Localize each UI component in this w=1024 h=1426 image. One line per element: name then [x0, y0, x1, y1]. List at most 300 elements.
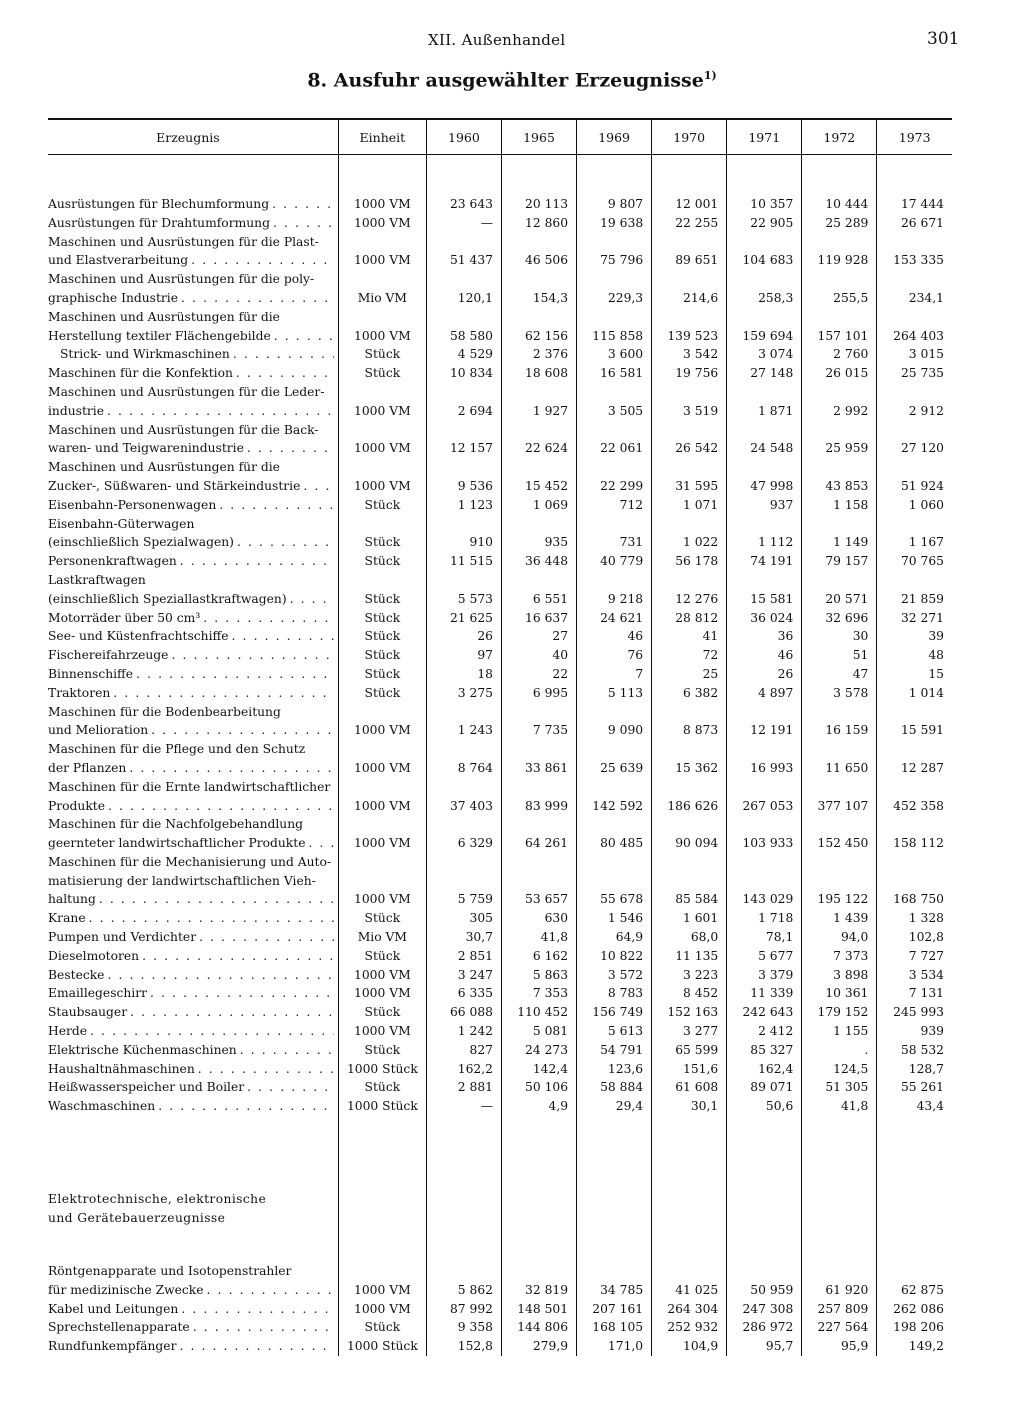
unit-cell: 1000 VM	[338, 1262, 426, 1300]
value-cell: 6 995	[501, 684, 576, 703]
product-name-cell	[48, 778, 338, 816]
value-cell: 258,3	[727, 270, 802, 308]
product-name-text: Eisenbahn-Personenwagen	[48, 497, 217, 512]
table-row	[48, 496, 952, 515]
value-cell: 9 807	[577, 195, 652, 214]
table-row	[48, 571, 952, 609]
product-name-text: Produkte	[48, 798, 106, 813]
product-name-text: graphische Industrie	[48, 290, 179, 305]
product-name-text: Herstellung textiler Flächengebilde	[48, 328, 271, 343]
spacer-cell	[877, 155, 952, 196]
table-title-text: 8. Ausfuhr ausgewählter Erzeugnisse	[307, 69, 704, 92]
unit-cell: Stück	[338, 947, 426, 966]
value-cell: 152 163	[652, 1003, 727, 1022]
product-name-text: Kabel und Leitungen	[48, 1301, 179, 1316]
spacer-cell	[652, 1186, 727, 1228]
product-name-line	[48, 928, 334, 947]
value-cell: 85 327	[727, 1041, 802, 1060]
value-cell: 4,9	[501, 1097, 576, 1116]
table-row	[48, 458, 952, 496]
leader-dots	[198, 1060, 334, 1079]
product-name-cell	[48, 421, 338, 459]
value-cell: 143 029	[727, 853, 802, 909]
product-name-text: Maschinen für die Nachfolgebehandlung	[48, 817, 304, 832]
leader-dots	[247, 1078, 334, 1097]
value-cell: 39	[877, 627, 952, 646]
product-name-text: haltung	[48, 892, 96, 907]
value-cell: 257 809	[802, 1300, 877, 1319]
product-name-text: Maschinen für die Mechanisierung und Auto-	[48, 854, 332, 869]
leader-dots	[240, 1041, 334, 1060]
value-cell: 234,1	[877, 270, 952, 308]
value-cell: 162,2	[426, 1060, 501, 1079]
product-name-text: Dieselmotoren	[48, 948, 140, 963]
value-cell: 1 149	[802, 515, 877, 553]
product-name-text: Maschinen für die Konfektion	[48, 366, 233, 381]
value-cell: 262 086	[877, 1300, 952, 1319]
unit-cell: 1000 VM	[338, 778, 426, 816]
value-cell: 152,8	[426, 1337, 501, 1356]
product-name-line	[48, 1022, 334, 1041]
product-name-cell	[48, 496, 338, 515]
product-name-text: Waschmaschinen	[48, 1099, 156, 1114]
value-cell: 1 158	[802, 496, 877, 515]
table-row	[48, 665, 952, 684]
leader-dots	[236, 364, 334, 383]
product-name-line	[48, 609, 334, 628]
value-cell: 83 999	[501, 778, 576, 816]
value-cell: 24 548	[727, 421, 802, 459]
product-name-line	[48, 759, 334, 778]
product-name-cell	[48, 270, 338, 308]
product-name-text: Elektrische Küchenmaschinen	[48, 1042, 237, 1057]
value-cell: 12 860	[501, 214, 576, 233]
value-cell: 1 071	[652, 496, 727, 515]
value-cell: 26	[727, 665, 802, 684]
value-cell: 3 572	[577, 966, 652, 985]
value-cell: 104,9	[652, 1337, 727, 1356]
unit-cell: Stück	[338, 571, 426, 609]
value-cell: 12 191	[727, 703, 802, 741]
value-cell: 152 450	[802, 815, 877, 853]
value-cell: 5 613	[577, 1022, 652, 1041]
value-cell: 31 595	[652, 458, 727, 496]
leader-dots	[142, 947, 334, 966]
value-cell: 2 912	[877, 383, 952, 421]
spacer-cell	[501, 1228, 576, 1262]
value-cell: 41,8	[501, 928, 576, 947]
table-row	[48, 740, 952, 778]
value-cell: 55 261	[877, 1078, 952, 1097]
product-name-text: Lastkraftwagen	[48, 572, 146, 587]
value-cell: 25 959	[802, 421, 877, 459]
product-name-line	[48, 533, 334, 552]
spacer-cell	[338, 155, 426, 196]
value-cell: 1 328	[877, 909, 952, 928]
spacer-cell	[501, 155, 576, 196]
product-name-line	[48, 778, 334, 797]
spacer-cell	[48, 155, 338, 196]
product-name-line	[48, 740, 334, 759]
section-heading-row	[48, 1186, 952, 1228]
value-cell: 9 536	[426, 458, 501, 496]
value-cell: 15 581	[727, 571, 802, 609]
value-cell: 6 329	[426, 815, 501, 853]
value-cell: 128,7	[877, 1060, 952, 1079]
leader-dots	[180, 552, 334, 571]
value-cell: 18	[426, 665, 501, 684]
value-cell: 28 812	[652, 609, 727, 628]
value-cell: 8 452	[652, 984, 727, 1003]
value-cell: 910	[426, 515, 501, 553]
value-cell: 80 485	[577, 815, 652, 853]
value-cell: 30	[802, 627, 877, 646]
value-cell: 227 564	[802, 1318, 877, 1337]
leader-dots	[113, 684, 334, 703]
value-cell: 6 162	[501, 947, 576, 966]
value-cell: 153 335	[877, 233, 952, 271]
value-cell: 1 022	[652, 515, 727, 553]
product-name-text: Herde	[48, 1024, 88, 1039]
table-title	[0, 69, 1024, 91]
leader-dots	[90, 1022, 334, 1041]
value-cell: 9 218	[577, 571, 652, 609]
value-cell: 32 271	[877, 609, 952, 628]
product-name-cell	[48, 646, 338, 665]
value-cell: 15 591	[877, 703, 952, 741]
product-name-text: Traktoren	[48, 685, 111, 700]
value-cell: 51 437	[426, 233, 501, 271]
value-cell: 89 071	[727, 1078, 802, 1097]
value-cell: 4 529	[426, 345, 501, 364]
column-header: Erzeugnis	[48, 119, 338, 155]
leader-dots	[274, 327, 334, 346]
value-cell: 1 112	[727, 515, 802, 553]
product-name-text: Röntgenapparate und Isotopenstrahler	[48, 1264, 292, 1279]
product-name-cell	[48, 1318, 338, 1337]
value-cell: 5 677	[727, 947, 802, 966]
table-row	[48, 1318, 952, 1337]
value-cell: 214,6	[652, 270, 727, 308]
product-name-text: (einschließlich Speziallastkraftwagen)	[48, 591, 287, 606]
value-cell: 104 683	[727, 233, 802, 271]
unit-cell: 1000 Stück	[338, 1337, 426, 1356]
value-cell: 102,8	[877, 928, 952, 947]
product-name-line	[48, 251, 334, 270]
value-cell: 7 727	[877, 947, 952, 966]
leader-dots	[151, 721, 334, 740]
product-name-text: Maschinen und Ausrüstungen für die Back-	[48, 422, 319, 437]
value-cell: 6 382	[652, 684, 727, 703]
value-cell: 3 898	[802, 966, 877, 985]
value-cell: 15	[877, 665, 952, 684]
value-cell: 10 361	[802, 984, 877, 1003]
leader-dots	[179, 1337, 333, 1356]
product-name-text: Ausrüstungen für Drahtumformung	[48, 215, 270, 230]
value-cell: 43,4	[877, 1097, 952, 1116]
value-cell: 3 578	[802, 684, 877, 703]
value-cell: 16 581	[577, 364, 652, 383]
unit-cell: 1000 VM	[338, 853, 426, 909]
value-cell: 2 992	[802, 383, 877, 421]
value-cell: 10 822	[577, 947, 652, 966]
value-cell: 630	[501, 909, 576, 928]
table-row	[48, 1097, 952, 1116]
leader-dots	[232, 627, 334, 646]
running-header	[0, 29, 1024, 53]
product-name-line	[48, 552, 334, 571]
product-name-line	[48, 1300, 334, 1319]
value-cell: 89 651	[652, 233, 727, 271]
unit-cell: 1000 VM	[338, 966, 426, 985]
value-cell: 935	[501, 515, 576, 553]
spacer-cell	[501, 1186, 576, 1228]
product-name-cell	[48, 703, 338, 741]
value-cell: 12 276	[652, 571, 727, 609]
product-name-cell	[48, 627, 338, 646]
product-name-cell	[48, 345, 338, 364]
value-cell: 4 897	[727, 684, 802, 703]
product-name-cell	[48, 383, 338, 421]
product-name-line	[48, 1003, 334, 1022]
value-cell: 50,6	[727, 1097, 802, 1116]
value-cell: 48	[877, 646, 952, 665]
column-header: 1971	[727, 119, 802, 155]
value-cell: 51 924	[877, 458, 952, 496]
value-cell: 64 261	[501, 815, 576, 853]
product-name-text: und Melioration	[48, 723, 149, 738]
product-name-cell	[48, 966, 338, 985]
value-cell: 22 255	[652, 214, 727, 233]
table-row	[48, 345, 952, 364]
product-name-text: Krane	[48, 911, 86, 926]
value-cell: 242 643	[727, 1003, 802, 1022]
value-cell: 46 506	[501, 233, 576, 271]
table-row	[48, 364, 952, 383]
value-cell: 3 505	[577, 383, 652, 421]
product-name-text: geernteter landwirtschaftlicher Produkte	[48, 836, 306, 851]
value-cell: 123,6	[577, 1060, 652, 1079]
value-cell: 18 608	[501, 364, 576, 383]
spacer-cell	[727, 155, 802, 196]
spacer-cell	[802, 155, 877, 196]
product-name-line	[48, 1097, 334, 1116]
spacer-cell	[48, 1228, 338, 1262]
value-cell: 142 592	[577, 778, 652, 816]
leader-dots	[191, 251, 334, 270]
product-name-line	[48, 571, 334, 590]
unit-cell: 1000 VM	[338, 1300, 426, 1319]
value-cell: 158 112	[877, 815, 952, 853]
product-name-text: Pumpen und Verdichter	[48, 930, 197, 945]
leader-dots	[273, 214, 334, 233]
value-cell: 15 452	[501, 458, 576, 496]
value-cell: 939	[877, 1022, 952, 1041]
spacer-cell	[338, 1116, 426, 1186]
value-cell: 55 678	[577, 853, 652, 909]
value-cell: 85 584	[652, 853, 727, 909]
spacer-cell	[802, 1116, 877, 1186]
value-cell: 148 501	[501, 1300, 576, 1319]
product-name-cell	[48, 740, 338, 778]
section-heading-line: Elektrotechnische, elektronische	[48, 1192, 267, 1207]
leader-dots	[136, 665, 334, 684]
column-header: Einheit	[338, 119, 426, 155]
column-header: 1970	[652, 119, 727, 155]
value-cell: 23 643	[426, 195, 501, 214]
unit-cell: 1000 VM	[338, 233, 426, 271]
value-cell: 40	[501, 646, 576, 665]
value-cell: 95,7	[727, 1337, 802, 1356]
leader-dots	[237, 533, 334, 552]
title-footnote-mark: 1)	[703, 69, 717, 82]
value-cell: 1 014	[877, 684, 952, 703]
spacer-cell	[501, 1116, 576, 1186]
spacer-cell	[577, 1228, 652, 1262]
product-name-line	[48, 402, 334, 421]
column-header: 1972	[802, 119, 877, 155]
product-name-line	[48, 1262, 334, 1281]
value-cell: 7 131	[877, 984, 952, 1003]
product-name-line	[48, 270, 334, 289]
unit-cell: 1000 VM	[338, 815, 426, 853]
value-cell: 7 735	[501, 703, 576, 741]
product-name-text: der Pflanzen	[48, 760, 127, 775]
value-cell: 168 105	[577, 1318, 652, 1337]
unit-cell: Stück	[338, 1041, 426, 1060]
value-cell: 1 155	[802, 1022, 877, 1041]
value-cell: 74 191	[727, 552, 802, 571]
table-row	[48, 815, 952, 853]
spacer-cell	[426, 1228, 501, 1262]
product-name-cell	[48, 665, 338, 684]
value-cell: 7 373	[802, 947, 877, 966]
product-name-line	[48, 815, 334, 834]
value-cell: 151,6	[652, 1060, 727, 1079]
value-cell: 207 161	[577, 1300, 652, 1319]
product-name-cell	[48, 815, 338, 853]
unit-cell: Stück	[338, 646, 426, 665]
value-cell: 124,5	[802, 1060, 877, 1079]
value-cell: 61 608	[652, 1078, 727, 1097]
value-cell: 731	[577, 515, 652, 553]
product-name-line	[48, 947, 334, 966]
value-cell: 3 275	[426, 684, 501, 703]
value-cell: 3 223	[652, 966, 727, 985]
value-cell: 11 135	[652, 947, 727, 966]
product-name-line	[48, 703, 334, 722]
value-cell: 267 053	[727, 778, 802, 816]
value-cell: 46	[727, 646, 802, 665]
value-cell: 75 796	[577, 233, 652, 271]
value-cell: 3 379	[727, 966, 802, 985]
value-cell: 11 650	[802, 740, 877, 778]
leader-dots	[107, 966, 333, 985]
product-name-text: (einschließlich Spezialwagen)	[48, 535, 234, 550]
value-cell: 41 025	[652, 1262, 727, 1300]
product-name-text: Bestecke	[48, 967, 105, 982]
unit-cell: 1000 VM	[338, 383, 426, 421]
product-name-text: industrie	[48, 403, 104, 418]
value-cell: 41,8	[802, 1097, 877, 1116]
value-cell: 40 779	[577, 552, 652, 571]
product-name-cell	[48, 308, 338, 346]
value-cell: 157 101	[802, 308, 877, 346]
unit-cell: Stück	[338, 364, 426, 383]
table-row	[48, 1337, 952, 1356]
spacer-cell	[426, 155, 501, 196]
leader-dots	[130, 1003, 334, 1022]
table-row	[48, 1060, 952, 1079]
value-cell: 25 735	[877, 364, 952, 383]
product-name-text: Maschinen für die Bodenbearbeitung	[48, 704, 281, 719]
product-name-text: See- und Küstenfrachtschiffe	[48, 629, 229, 644]
value-cell: 3 247	[426, 966, 501, 985]
value-cell: 1 060	[877, 496, 952, 515]
spacer-cell	[652, 155, 727, 196]
unit-cell: Mio VM	[338, 928, 426, 947]
value-cell: —	[426, 1097, 501, 1116]
product-name-line	[48, 458, 334, 477]
leader-dots	[107, 402, 334, 421]
unit-cell: 1000 VM	[338, 195, 426, 214]
spacer-cell	[338, 1228, 426, 1262]
value-cell: 1 718	[727, 909, 802, 928]
value-cell: 36 024	[727, 609, 802, 628]
unit-cell: Stück	[338, 515, 426, 553]
value-cell: 8 783	[577, 984, 652, 1003]
value-cell: 264 403	[877, 308, 952, 346]
product-name-cell	[48, 458, 338, 496]
table-row	[48, 853, 952, 909]
table-row	[48, 270, 952, 308]
value-cell: 2 694	[426, 383, 501, 421]
value-cell: 2 851	[426, 947, 501, 966]
value-cell: 25 639	[577, 740, 652, 778]
product-name-line	[48, 1281, 334, 1300]
value-cell: 94,0	[802, 928, 877, 947]
value-cell: 1 243	[426, 703, 501, 741]
table-row	[48, 1300, 952, 1319]
product-name-text: Heißwasserspeicher und Boiler	[48, 1080, 245, 1095]
value-cell: 12 157	[426, 421, 501, 459]
value-cell: 1 546	[577, 909, 652, 928]
leader-dots	[199, 928, 334, 947]
value-cell: 62 875	[877, 1262, 952, 1300]
product-name-cell	[48, 1022, 338, 1041]
unit-cell: Stück	[338, 1003, 426, 1022]
value-cell: 10 357	[727, 195, 802, 214]
value-cell: 11 339	[727, 984, 802, 1003]
product-name-text: und Elastverarbeitung	[48, 253, 189, 268]
value-cell: 20 571	[802, 571, 877, 609]
value-cell: 149,2	[877, 1337, 952, 1356]
product-name-line	[48, 872, 334, 891]
value-cell: 58 532	[877, 1041, 952, 1060]
product-name-cell	[48, 1262, 338, 1300]
column-header: 1973	[877, 119, 952, 155]
unit-cell: Stück	[338, 665, 426, 684]
product-name-line	[48, 1041, 334, 1060]
unit-cell: Stück	[338, 1078, 426, 1097]
value-cell: 377 107	[802, 778, 877, 816]
value-cell: 120,1	[426, 270, 501, 308]
export-table	[48, 118, 952, 1356]
product-name-cell	[48, 233, 338, 271]
table-header-row	[48, 119, 952, 155]
chapter-title: XII. Außenhandel	[428, 31, 566, 49]
value-cell: 119 928	[802, 233, 877, 271]
